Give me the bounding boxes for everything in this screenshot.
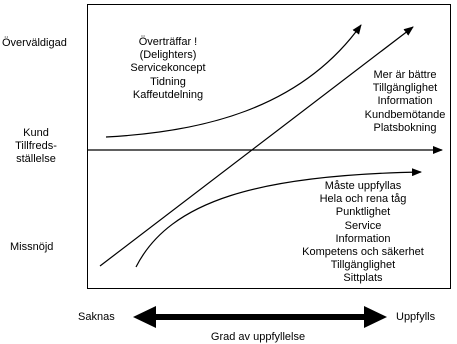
fulfillment-arrow-right-head bbox=[364, 306, 387, 328]
more-is-better-label-line: Information bbox=[377, 95, 433, 108]
delighters-label-line: Servicekoncept bbox=[130, 62, 206, 75]
y-label-top: Överväldigad bbox=[2, 37, 67, 49]
must-be-label-line: Hela och rena tåg bbox=[319, 193, 407, 206]
y-label-middle-line: Kund bbox=[23, 127, 49, 139]
must-be-label-line: Service bbox=[344, 219, 382, 232]
more-is-better-label-line: Platsbokning bbox=[373, 121, 437, 134]
more-is-better-label-line: Tillgänglighet bbox=[372, 82, 438, 95]
must-be-label-line: Information bbox=[335, 232, 391, 245]
must-be-label-line: Punktlighet bbox=[335, 206, 391, 219]
fulfillment-arrow-left-head bbox=[133, 306, 156, 328]
y-label-middle bbox=[6, 127, 66, 167]
must-be-label-line: Sittplats bbox=[343, 272, 383, 285]
delighters-label-line: Tidning bbox=[150, 75, 186, 88]
must-be-label bbox=[288, 180, 438, 286]
y-label-bottom: Missnöjd bbox=[10, 241, 54, 253]
x-axis-title: Grad av uppfyllelse bbox=[210, 331, 306, 343]
delighters-label-line: Överträffar ! bbox=[138, 36, 198, 48]
more-is-better-label-line: Kundbemötande bbox=[364, 108, 446, 121]
must-be-label-line: Måste uppfyllas bbox=[324, 180, 402, 192]
y-label-middle-line: ställelse bbox=[16, 153, 56, 166]
x-label-left: Saknas bbox=[78, 311, 115, 323]
x-label-right: Uppfylls bbox=[396, 311, 436, 323]
y-label-middle-line: Tillfreds- bbox=[15, 140, 57, 153]
delighters-label bbox=[118, 36, 218, 102]
more-is-better-label-line: Mer är bättre bbox=[373, 69, 437, 81]
must-be-label-line: Tillgänglighet bbox=[330, 259, 396, 272]
more-is-better-label bbox=[360, 69, 450, 135]
delighters-label-line: Kaffeutdelning bbox=[132, 88, 204, 101]
delighters-label-line: (Delighters) bbox=[139, 49, 197, 62]
must-be-label-line: Kompetens och säkerhet bbox=[302, 246, 424, 259]
